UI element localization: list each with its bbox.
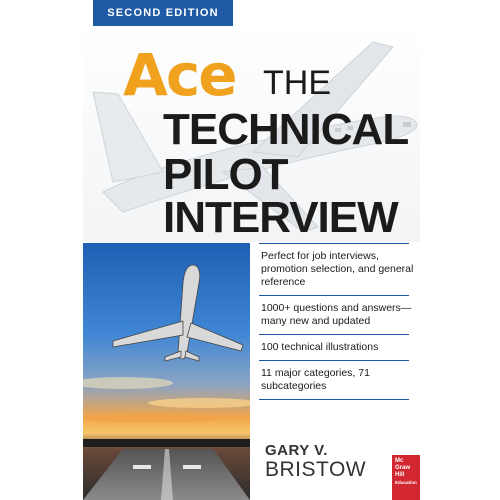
title-line-pilot: PILOT: [163, 150, 288, 199]
edition-banner: SECOND EDITION: [93, 0, 233, 26]
title-line-technical: TECHNICAL: [163, 105, 409, 154]
publisher-logo: [392, 455, 420, 500]
book-cover: [83, 0, 420, 500]
title-line-interview: INTERVIEW: [163, 193, 398, 242]
title-ace: Ace: [123, 41, 236, 109]
publisher-line4: Education: [395, 480, 417, 485]
author-first-name: GARY V.: [265, 442, 328, 459]
feature-list: [259, 243, 419, 400]
publisher-line1: Mc: [395, 458, 404, 464]
runway-photo: [83, 243, 250, 500]
feature-item: 11 major categories, 71 subcategories: [261, 367, 370, 392]
divider: [259, 399, 409, 400]
feature-item: 1000+ questions and answers—many new and updated: [261, 302, 412, 327]
publisher-line2: Graw: [395, 465, 411, 471]
feature-item: Perfect for job interviews, promotion selection, and general reference: [261, 250, 414, 288]
title-the: THE: [263, 64, 331, 102]
feature-item: 100 technical illustrations: [261, 341, 379, 353]
publisher-line3: Hill: [395, 472, 405, 478]
author-last-name: BRISTOW: [265, 458, 367, 481]
